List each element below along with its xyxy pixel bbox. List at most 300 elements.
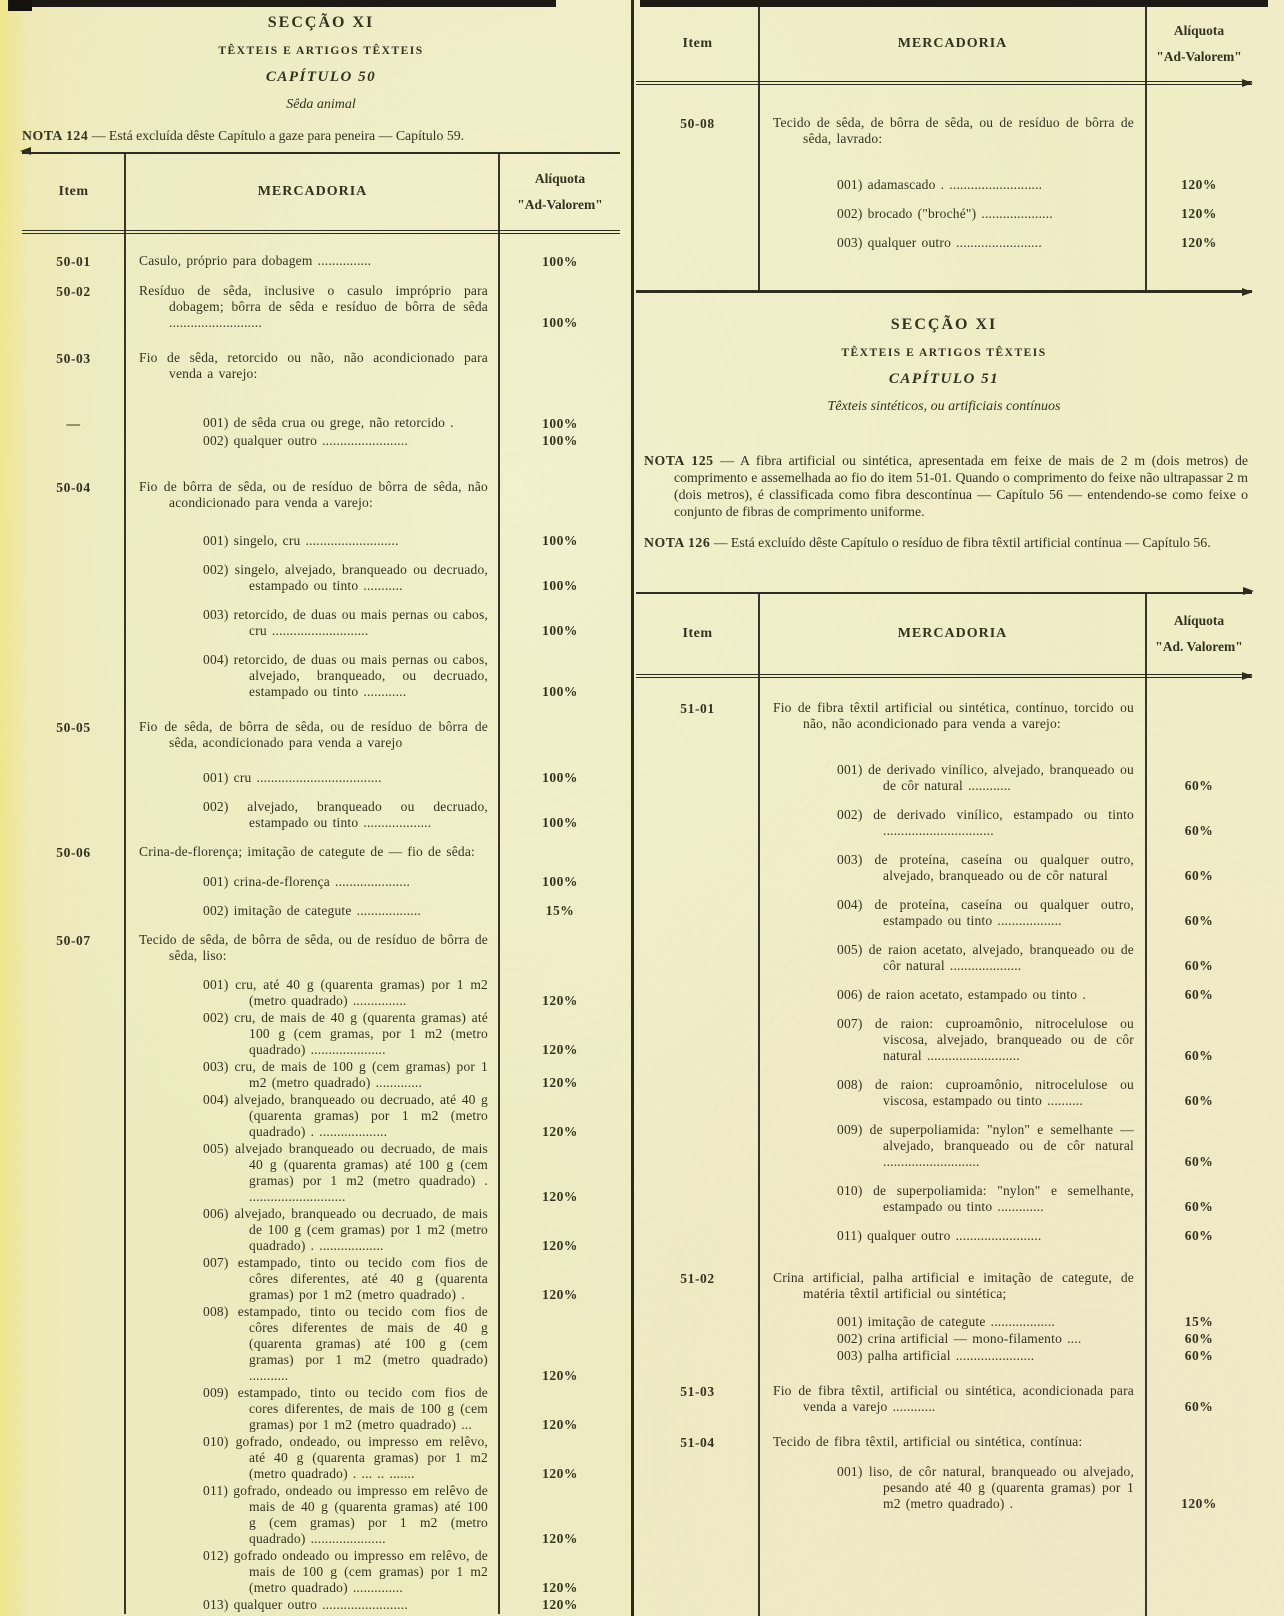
goods-description-cell — [759, 177, 1146, 193]
goods-description: 004) alvejado, branqueado ou decruado, até 40 g (quarenta gramas) por 1 m2 (metro quadrado) . ................... — [203, 1092, 488, 1139]
rate-value: 100% — [542, 770, 578, 785]
item-code — [636, 1077, 759, 1109]
table-row — [636, 177, 1252, 193]
table-header — [22, 154, 620, 234]
goods-description-cell — [125, 533, 500, 549]
item-code — [636, 177, 759, 193]
note-label: NOTA 124 — [22, 127, 89, 143]
table-row — [636, 942, 1252, 974]
rate-value: 100% — [542, 533, 578, 548]
rate-value: 100% — [542, 315, 578, 330]
table-row — [22, 607, 620, 639]
item-code: 51-01 — [680, 701, 715, 716]
goods-description-cell — [759, 1314, 1146, 1330]
rate-value: 60% — [1184, 1154, 1214, 1169]
goods-description: 002) crina artificial — mono-filamento .... — [837, 1331, 1082, 1346]
item-code: 50-05 — [56, 720, 91, 735]
goods-description: Tecido de sêda, de bôrra de sêda, ou de resíduo de bôrra de sêda, lavrado: — [773, 115, 1134, 146]
goods-description-cell — [759, 1348, 1146, 1364]
section-title: SECÇÃO XI — [890, 316, 998, 333]
item-code: 51-04 — [680, 1435, 715, 1450]
goods-description: 009) estampado, tinto ou tecido com fios de cores diferentes, de mais de 100 g (cem gramas) por 1 m2 (metro quadrado) ... — [203, 1385, 488, 1432]
tariff-table-ch51 — [636, 592, 1252, 1616]
item-code: 50-04 — [56, 480, 91, 495]
rate-value: 120% — [542, 1075, 578, 1090]
goods-description-cell — [125, 932, 500, 964]
item-code — [636, 987, 759, 1003]
table-row — [636, 1383, 1252, 1415]
rate-value: 120% — [1181, 206, 1217, 221]
table-row — [636, 1122, 1252, 1170]
goods-description: Fio de sêda, retorcido ou não, não acondicionado para venda a varejo: — [139, 350, 488, 381]
goods-description: Crina-de-florença; imitação de categute de — fio de sêda: — [139, 844, 476, 859]
goods-description: 002) singelo, alvejado, branqueado ou decruado, estampado ou tinto ........... — [203, 562, 488, 593]
rate-value: 120% — [542, 993, 578, 1008]
goods-description: 006) de raion acetato, estampado ou tinto . — [837, 987, 1086, 1002]
table-row — [22, 977, 620, 1009]
table-row — [22, 415, 620, 432]
goods-description-cell — [125, 1304, 500, 1384]
goods-description-cell — [759, 700, 1146, 732]
goods-description: 005) de raion acetato, alvejado, branqueado ou de côr natural .................... — [837, 942, 1134, 973]
table-row — [22, 562, 620, 594]
table-row — [636, 1331, 1252, 1347]
header-goods-label: MERCADORIA — [897, 626, 1008, 641]
item-code — [22, 1434, 125, 1482]
goods-description: 003) cru, de mais de 100 g (cem gramas) por 1 m2 (metro quadrado) ............. — [203, 1059, 488, 1090]
table-row — [22, 903, 620, 919]
tariff-table-ch50-cont — [636, 7, 1252, 293]
table-row — [636, 852, 1252, 884]
header-rate-label — [500, 166, 620, 218]
rate-value: 100% — [542, 815, 578, 830]
item-code — [22, 903, 125, 919]
chapter-subtitle: Sêda animal — [286, 97, 356, 112]
goods-description-cell — [759, 1383, 1146, 1415]
table-row — [22, 799, 620, 831]
header-item-label: Item — [682, 626, 713, 641]
table-row — [636, 762, 1252, 794]
table-row — [22, 1010, 620, 1058]
rate-value — [1146, 700, 1252, 732]
rate-value: 15% — [545, 903, 575, 918]
page-top-rule-left — [28, 0, 556, 7]
goods-description: 005) alvejado branqueado ou decruado, de mais 40 g (quarenta gramas) até 100 g (cem gramas) por 1 m2 (metro quadrado) . ........................... — [203, 1141, 488, 1204]
goods-description: 001) liso, de côr natural, branqueado ou alvejado, pesando até 40 g (quarenta gramas) por 1 m2 (metro quadrado) . — [837, 1464, 1134, 1511]
table-row — [636, 1464, 1252, 1512]
goods-description-cell — [125, 1092, 500, 1140]
rule-arrowhead-icon — [1242, 288, 1253, 296]
rate-value: 60% — [1184, 1048, 1214, 1063]
header-goods-label: MERCADORIA — [257, 184, 368, 199]
goods-description-cell — [759, 1464, 1146, 1512]
goods-description-cell — [759, 942, 1146, 974]
goods-description-cell — [759, 1434, 1146, 1451]
rate-value: 120% — [542, 1466, 578, 1481]
table-row — [22, 433, 620, 449]
goods-description-cell — [125, 844, 500, 861]
rate-value: 60% — [1184, 1093, 1214, 1108]
table-row — [22, 1059, 620, 1091]
item-code: 50-01 — [56, 254, 91, 269]
goods-description: 001) imitação de categute .................. — [837, 1314, 1055, 1329]
rate-value: 120% — [1181, 1496, 1217, 1511]
goods-description-cell — [759, 1270, 1146, 1302]
item-code — [636, 942, 759, 974]
table-row — [22, 770, 620, 786]
goods-description: 002) cru, de mais de 40 g (quarenta gramas) até 100 g (cem gramas, por 1 m2 (metro quadrado) ..................... — [203, 1010, 488, 1057]
goods-description-cell — [125, 1255, 500, 1303]
goods-description-cell — [125, 770, 500, 786]
rule-arrowhead-icon — [1242, 672, 1253, 680]
table-row — [22, 479, 620, 511]
goods-description: 004) de proteína, caseína ou qualquer outro, estampado ou tinto .................. — [837, 897, 1134, 928]
goods-description-cell — [125, 1010, 500, 1058]
rate-value — [1146, 1434, 1252, 1451]
goods-description-cell — [759, 897, 1146, 929]
goods-description: 011) gofrado, ondeado ou impresso em relêvo de mais de 40 g (quarenta gramas) até 100 g (cem gramas) por 1 m2 (metro quadrado) ..................... — [203, 1483, 488, 1546]
goods-description: 001) crina-de-florença ..................... — [203, 874, 411, 889]
goods-description: 007) estampado, tinto ou tecido com fios de côres diferentes, até 40 g (quarenta gramas) por 1 m2 (metro quadrado) . — [203, 1255, 488, 1302]
goods-description: 008) de raion: cuproamônio, nitrocelulose ou viscosa, estampado ou tinto .......... — [837, 1077, 1134, 1108]
item-code — [22, 874, 125, 890]
rate-value: 60% — [1184, 1331, 1214, 1346]
item-code — [22, 607, 125, 639]
rate-value: 100% — [542, 578, 578, 593]
rate-value: 120% — [542, 1368, 578, 1383]
rate-value: 120% — [542, 1238, 578, 1253]
rate-value: 100% — [542, 874, 578, 889]
note-paragraph — [644, 534, 1248, 551]
item-code — [636, 235, 759, 251]
table-row — [636, 1016, 1252, 1064]
item-code — [636, 807, 759, 839]
column-divider-rule — [631, 0, 634, 1616]
item-code: 51-02 — [680, 1271, 715, 1286]
header-rate-line1: Alíquota — [1173, 23, 1225, 38]
goods-description-cell — [125, 1597, 500, 1613]
rate-value: 60% — [1184, 1228, 1214, 1243]
rate-value: 120% — [542, 1580, 578, 1595]
table-row — [636, 1183, 1252, 1215]
goods-description-cell — [125, 433, 500, 449]
table-row — [22, 1548, 620, 1596]
chapter-title: CAPÍTULO 50 — [265, 69, 377, 85]
item-code — [636, 897, 759, 929]
note-text: — Está excluído dêste Capítulo o resíduo de fibra têxtil artificial contínua — Capítulo 56. — [713, 535, 1211, 550]
table-row — [636, 700, 1252, 732]
section-title: SECÇÃO XI — [267, 14, 375, 31]
goods-description-cell — [759, 987, 1146, 1003]
goods-description: 004) retorcido, de duas ou mais pernas ou cabos, alvejado, branqueado, ou decruado, estampado ou tinto ............ — [203, 652, 488, 699]
goods-description-cell — [125, 1548, 500, 1596]
table-row — [22, 1483, 620, 1547]
goods-description-cell — [759, 1077, 1146, 1109]
item-code: — — [66, 416, 81, 431]
item-code — [22, 1483, 125, 1547]
item-code — [636, 1331, 759, 1347]
goods-description-cell — [125, 874, 500, 890]
item-code — [22, 1092, 125, 1140]
rate-value: 60% — [1184, 1399, 1214, 1414]
item-code: 50-03 — [56, 351, 91, 366]
rate-value: 100% — [542, 433, 578, 448]
goods-description: 012) gofrado ondeado ou impresso em relêvo, de mais de 100 g (cem gramas) por 1 m2 (metro quadrado) .............. — [203, 1548, 488, 1595]
goods-description: 002) de derivado vinílico, estampado ou tinto ............................... — [837, 807, 1134, 838]
table-body — [22, 253, 620, 1613]
table-row — [636, 206, 1252, 222]
goods-description-cell — [759, 115, 1146, 147]
goods-description: 009) de superpoliamida: "nylon" e semelhante — alvejado, branqueado ou de côr natural ........................... — [837, 1122, 1134, 1169]
table-row — [22, 1597, 620, 1613]
rate-value: 100% — [542, 416, 578, 431]
goods-description-cell — [759, 1122, 1146, 1170]
goods-description: 001) cru ................................... — [203, 770, 382, 785]
item-code — [636, 1314, 759, 1330]
goods-description-cell — [125, 253, 500, 270]
goods-description-cell — [125, 652, 500, 700]
note-text: — A fibra artificial ou sintética, apresentada em feixe de mais de 2 m (dois metros) de comprimento e assemelhada ao fio do item 51-01. Quando o comprimento do feixe não ultrapassar 2 m (dois metros), é classificada como fibra descontínua — Capítulo 56 — entendendo-se como feixe o conjunto de fibras de comprimento uniforme. — [674, 453, 1249, 519]
goods-description: 002) qualquer outro ........................ — [203, 433, 408, 448]
goods-description: Casulo, próprio para dobagem ............... — [139, 253, 372, 268]
header-rate-line1: Alíquota — [1173, 613, 1225, 628]
header-rate-line2: "Ad-Valorem" — [1156, 49, 1242, 64]
item-code — [22, 977, 125, 1009]
table-row — [22, 1255, 620, 1303]
table-row — [636, 1434, 1252, 1451]
page-top-rule-right — [640, 0, 1268, 7]
goods-description: 003) qualquer outro ........................ — [837, 235, 1042, 250]
item-code: 50-07 — [56, 933, 91, 948]
item-code — [22, 562, 125, 594]
section-subtitle: TÊXTEIS E ARTIGOS TÊXTEIS — [218, 45, 424, 57]
rate-value — [500, 844, 620, 861]
item-code — [636, 762, 759, 794]
left-chapter-heading — [22, 14, 620, 113]
rate-value: 100% — [542, 684, 578, 699]
item-code — [636, 1348, 759, 1364]
table-row — [22, 1141, 620, 1205]
goods-description-cell — [125, 977, 500, 1009]
item-code — [22, 1059, 125, 1091]
table-row — [22, 652, 620, 700]
item-code — [22, 1597, 125, 1613]
right-notes-block — [644, 452, 1248, 551]
goods-description-cell — [759, 807, 1146, 839]
note-paragraph — [644, 452, 1248, 520]
rate-value: 120% — [542, 1124, 578, 1139]
item-code — [636, 852, 759, 884]
goods-description-cell — [759, 206, 1146, 222]
goods-description-cell — [125, 350, 500, 382]
goods-description: Crina artificial, palha artificial e imitação de categute, de matéria têxtil artificial ou sintética; — [773, 1270, 1134, 1301]
goods-description: 001) cru, até 40 g (quarenta gramas) por 1 m2 (metro quadrado) ............... — [203, 977, 488, 1008]
goods-description: Resíduo de sêda, inclusive o casulo impróprio para dobagem; bôrra de sêda e resíduo de bôrra de sêda .......................... — [139, 283, 488, 330]
item-code — [22, 433, 125, 449]
tariff-table-ch50 — [22, 152, 620, 1614]
item-code — [636, 1016, 759, 1064]
header-item-label: Item — [682, 36, 713, 51]
table-row — [636, 807, 1252, 839]
header-rate-label — [1146, 18, 1252, 70]
rate-value: 60% — [1184, 913, 1214, 928]
item-code — [22, 1304, 125, 1384]
scan-edge-mark — [8, 0, 32, 11]
goods-description-cell — [125, 903, 500, 919]
rate-value: 120% — [542, 1531, 578, 1546]
goods-description-cell — [125, 415, 500, 432]
goods-description-cell — [759, 1228, 1146, 1244]
item-code: 50-02 — [56, 284, 91, 299]
goods-description-cell — [759, 235, 1146, 251]
item-code — [22, 1385, 125, 1433]
goods-description: Fio de sêda, de bôrra de sêda, ou de resíduo de bôrra de sêda, acondicionado para venda a varejo — [139, 719, 488, 750]
header-item-label: Item — [58, 184, 89, 199]
rate-value — [1146, 115, 1252, 147]
item-code — [22, 1548, 125, 1596]
goods-description: 011) qualquer outro ........................ — [837, 1228, 1042, 1243]
goods-description-cell — [759, 1331, 1146, 1347]
note-label: NOTA 125 — [644, 453, 714, 468]
item-code — [22, 770, 125, 786]
rate-value — [500, 932, 620, 964]
rate-value: 60% — [1184, 823, 1214, 838]
goods-description: 001) de derivado vinílico, alvejado, branqueado ou de côr natural ............ — [837, 762, 1134, 793]
rate-value — [1146, 1270, 1252, 1302]
table-row — [22, 253, 620, 270]
right-chapter-heading — [648, 316, 1240, 415]
rate-value — [500, 350, 620, 382]
table-row — [22, 1206, 620, 1254]
goods-description-cell — [125, 1483, 500, 1547]
table-row — [22, 533, 620, 549]
rate-value — [500, 479, 620, 511]
item-code: 50-08 — [680, 116, 715, 131]
goods-description: 013) qualquer outro ........................ — [203, 1597, 408, 1612]
rate-value: 120% — [1181, 177, 1217, 192]
goods-description: Fio de fibra têxtil artificial ou sintética, contínuo, torcido ou não, não acondicionado para venda a varejo: — [773, 700, 1134, 731]
table-row — [636, 1077, 1252, 1109]
goods-description: 006) alvejado, branqueado ou decruado, de mais de 100 g (cem gramas) por 1 m2 (metro quadrado) . .................. — [203, 1206, 488, 1253]
table-row — [22, 1385, 620, 1433]
item-code — [22, 1206, 125, 1254]
table-row — [636, 1270, 1252, 1302]
goods-description: 002) imitação de categute .................. — [203, 903, 421, 918]
rate-value: 60% — [1184, 1348, 1214, 1363]
item-code — [22, 799, 125, 831]
rate-value: 100% — [542, 254, 578, 269]
goods-description: 003) de proteína, caseína ou qualquer outro, alvejado, branqueado ou de côr natural — [837, 852, 1134, 883]
item-code: 51-03 — [680, 1384, 715, 1399]
item-code — [22, 1255, 125, 1303]
header-rate-line2: "Ad. Valorem" — [1155, 639, 1243, 654]
rate-value: 120% — [542, 1287, 578, 1302]
table-row — [22, 283, 620, 331]
goods-description: 003) palha artificial ...................... — [837, 1348, 1035, 1363]
rate-value — [500, 719, 620, 751]
chapter-subtitle: Têxteis sintéticos, ou artificiais contínuos — [827, 399, 1061, 414]
item-code — [22, 652, 125, 700]
item-code — [636, 1183, 759, 1215]
item-code — [22, 1010, 125, 1058]
table-row — [22, 1092, 620, 1140]
goods-description: 002) alvejado, branqueado ou decruado, estampado ou tinto ................... — [203, 799, 488, 830]
goods-description: 001) adamascado . .......................... — [837, 177, 1043, 192]
item-code — [636, 1228, 759, 1244]
table-row — [636, 235, 1252, 251]
section-subtitle: TÊXTEIS E ARTIGOS TÊXTEIS — [841, 347, 1047, 359]
goods-description-cell — [125, 479, 500, 511]
table-row — [22, 719, 620, 751]
rate-value: 120% — [542, 1597, 578, 1612]
rate-value: 120% — [542, 1417, 578, 1432]
goods-description: Tecido de sêda, de bôrra de sêda, ou de resíduo de bôrra de sêda, liso: — [139, 932, 488, 963]
table-row — [636, 1228, 1252, 1244]
rate-value: 60% — [1184, 778, 1214, 793]
rate-value: 60% — [1184, 1199, 1214, 1214]
rule-arrowhead-icon — [1242, 79, 1253, 87]
rate-value: 120% — [542, 1042, 578, 1057]
item-code — [636, 1122, 759, 1170]
rate-value: 120% — [1181, 235, 1217, 250]
goods-description-cell — [125, 799, 500, 831]
goods-description-cell — [125, 1434, 500, 1482]
table-row — [22, 1434, 620, 1482]
item-code — [636, 206, 759, 222]
rate-value: 60% — [1184, 987, 1214, 1002]
rate-value: 60% — [1184, 868, 1214, 883]
goods-description-cell — [125, 283, 500, 331]
goods-description-cell — [759, 1183, 1146, 1215]
goods-description-cell — [125, 562, 500, 594]
goods-description: 008) estampado, tinto ou tecido com fios de côres diferentes de mais de 40 g (quarenta gramas) até 100 g (cem gramas) por 1 m2 (metro quadrado) ........... — [203, 1304, 488, 1383]
goods-description-cell — [125, 607, 500, 639]
rate-value: 15% — [1184, 1314, 1214, 1329]
goods-description-cell — [759, 762, 1146, 794]
note-paragraph — [22, 127, 620, 144]
goods-description: 010) gofrado, ondeado, ou impresso em relêvo, até 40 g (quarenta gramas) por 1 m2 (metro quadrado) . ... .. ....... — [203, 1434, 488, 1481]
table-row — [636, 1348, 1252, 1364]
goods-description-cell — [759, 852, 1146, 884]
goods-description: 007) de raion: cuproamônio, nitrocelulose ou viscosa, alvejado, branqueado ou de côr natural .......................... — [837, 1016, 1134, 1063]
rate-value: 100% — [542, 623, 578, 638]
header-goods-label: MERCADORIA — [897, 36, 1008, 51]
goods-description-cell — [125, 1206, 500, 1254]
table-row — [22, 932, 620, 964]
left-note-block — [22, 113, 620, 158]
goods-description: 010) de superpoliamida: "nylon" e semelhante, estampado ou tinto ............. — [837, 1183, 1134, 1214]
item-code — [636, 1464, 759, 1512]
header-rate-label — [1146, 608, 1252, 660]
table-row — [22, 1304, 620, 1384]
goods-description: Fio de bôrra de sêda, ou de resíduo de bôrra de sêda, não acondicionado para venda a varejo: — [139, 479, 488, 510]
note-label: NOTA 126 — [644, 535, 711, 550]
table-row — [636, 115, 1252, 147]
rate-value: 60% — [1184, 958, 1214, 973]
header-rate-line1: Alíquota — [534, 171, 586, 186]
goods-description: 001) singelo, cru .......................... — [203, 533, 399, 548]
goods-description-cell — [125, 1385, 500, 1433]
goods-description: 002) brocado ("broché") .................... — [837, 206, 1053, 221]
table-row — [22, 844, 620, 861]
chapter-title: CAPÍTULO 51 — [888, 371, 1000, 387]
table-header — [636, 7, 1252, 85]
table-row — [636, 897, 1252, 929]
note-text: — Está excluída dêste Capítulo a gaze para peneira — Capítulo 59. — [91, 127, 465, 143]
table-row — [22, 874, 620, 890]
goods-description-cell — [125, 1059, 500, 1091]
item-code — [22, 1141, 125, 1205]
